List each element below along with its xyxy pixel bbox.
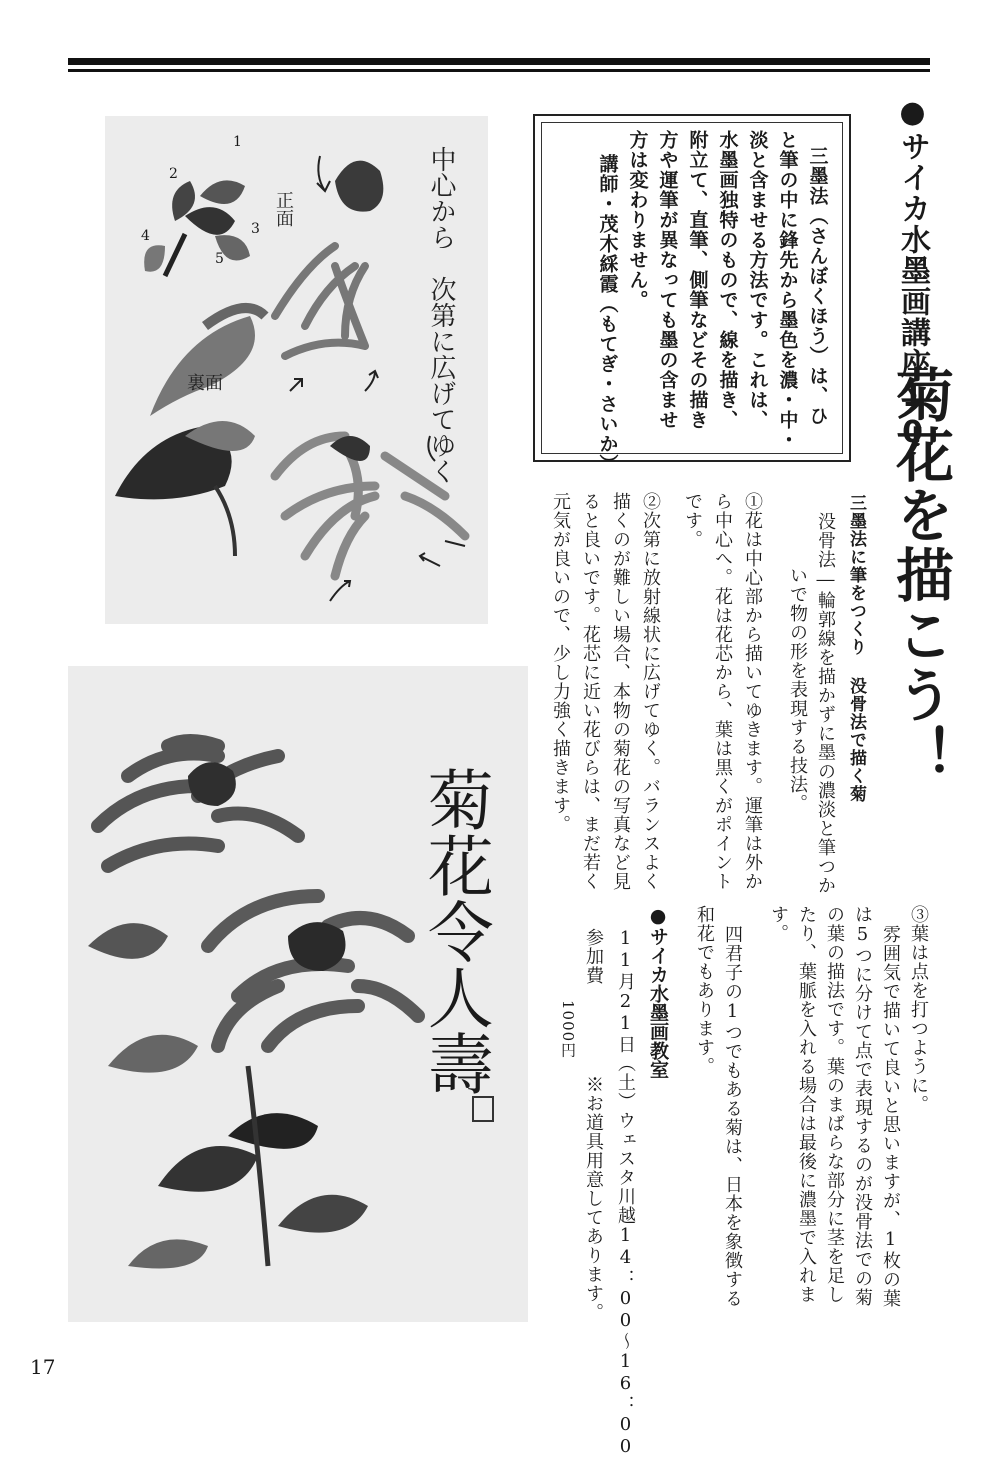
leaf-blob: [144, 245, 165, 271]
leaf-stroke: [165, 234, 185, 276]
body-line: ると良いです。花芯に近い花びらは、まだ若く: [580, 492, 601, 891]
label-back: 裏面: [187, 373, 223, 394]
body-line: 四君子の1つでもある菊は、日本を象徴する: [722, 925, 743, 1308]
leaf-stem: [215, 486, 235, 556]
classroom-title: ●サイカ水墨画教室: [647, 905, 669, 1079]
petal-stroke: [208, 896, 418, 1046]
main-title: 菊花を描こう！: [886, 365, 954, 785]
note-spread: 次第に広げてゆく: [426, 276, 456, 484]
body-line: 描くのが難しい場合、本物の菊花の写真など見: [610, 492, 631, 891]
note-center: 中心から: [426, 146, 456, 250]
intro-line: 三墨法（さんぼくほう）は、ひ: [806, 146, 829, 426]
stroke-number: 4: [141, 228, 150, 244]
leaf-blob: [228, 1113, 318, 1149]
classroom-note: ※お道具用意してあります。: [583, 1075, 604, 1322]
body-line: たり、葉脈を入れる場合は最後に濃墨で入れま: [796, 905, 817, 1304]
arrow: [365, 371, 378, 391]
body-line: ら中心へ。花は花芯から、葉は黒くがポイント: [712, 492, 733, 891]
body-line: ③葉は点を打つように。: [908, 905, 929, 1114]
back-leaf: [150, 316, 255, 416]
flower-center: [335, 161, 383, 212]
artwork-inscription: 菊花令人壽: [416, 766, 494, 1096]
classroom-fee-value: 1000円: [559, 1000, 577, 1059]
intro-line: 水墨画独特のもので、線を描き、: [716, 130, 739, 430]
body-line: 和花でもあります。: [694, 905, 715, 1076]
body-line: いで物の形を表現する技法。: [787, 566, 808, 813]
leaf-blob: [278, 1195, 368, 1233]
body-line: ②次第に放射線状に広げてゆく。バランスよく: [640, 492, 661, 891]
brush-technique-illustration: [105, 116, 488, 624]
body-line: す。: [768, 905, 789, 943]
stroke-number: 5: [215, 251, 224, 267]
leaf-blob: [128, 1239, 208, 1268]
body-line: 元気が良いので、少し力強く描きます。: [550, 492, 571, 834]
series-title: ●サイカ水墨画講座10: [895, 95, 930, 451]
stroke-number: 3: [251, 221, 260, 237]
arrow: [317, 156, 330, 191]
intro-line: 方や運筆が異なっても墨の含ませ: [656, 130, 679, 430]
body-line: 雰囲気で描いて良いと思いますが、1枚の葉: [880, 925, 901, 1308]
stroke-number: 1: [233, 134, 242, 150]
top-rule-thick: [68, 58, 930, 65]
body-line: は5つに分けて点で表現するのが没骨法での菊: [852, 905, 873, 1307]
intro-box: [533, 114, 851, 474]
classroom-fee-label: 参加費: [583, 928, 604, 985]
classroom-date: 11月21日（土）ウェスタ川越14：00～16：00: [615, 928, 636, 1458]
body-line: 没骨法―輪郭線を描かずに墨の濃淡と筆つか: [815, 512, 836, 895]
intro-line: と筆の中に鋒先から墨色を濃・中・: [776, 130, 799, 450]
body-line: ①花は中心部から描いてゆきます。運筆は外か: [742, 492, 763, 891]
leaf-blob: [185, 207, 235, 235]
label-front: 正面: [273, 191, 294, 227]
instructor-credit: 講師・茂木綵霞（もてぎ・さいか）: [596, 154, 619, 474]
body-line: の葉の描法です。葉のまばらな部分に茎を足し: [824, 905, 845, 1304]
arrow: [445, 541, 465, 546]
leaf-blob: [88, 923, 168, 959]
top-rule-thin: [68, 69, 930, 72]
chrysanthemum-artwork: [68, 666, 528, 1322]
intro-line: 附立て、直筆、側筆などその描き: [686, 130, 709, 430]
body-line: です。: [682, 492, 703, 549]
arrow: [330, 581, 350, 601]
arrow: [290, 379, 302, 391]
leaf-blob: [108, 1035, 198, 1073]
stroke-number: 2: [169, 166, 178, 182]
intro-line: 淡と含ませる方法です。これは、: [746, 130, 769, 430]
section-subheading: 三墨法に筆をつくり 没骨法で描く菊: [846, 494, 866, 803]
leaf-blob: [200, 180, 245, 204]
artist-seal: [472, 1096, 494, 1122]
petal-stroke: [275, 246, 365, 356]
petal-stroke: [98, 741, 298, 866]
arrow: [420, 553, 440, 566]
intro-line: 方は変わりません。: [626, 130, 649, 310]
leaf-blob: [158, 1146, 258, 1192]
page-number: 17: [30, 1355, 56, 1379]
